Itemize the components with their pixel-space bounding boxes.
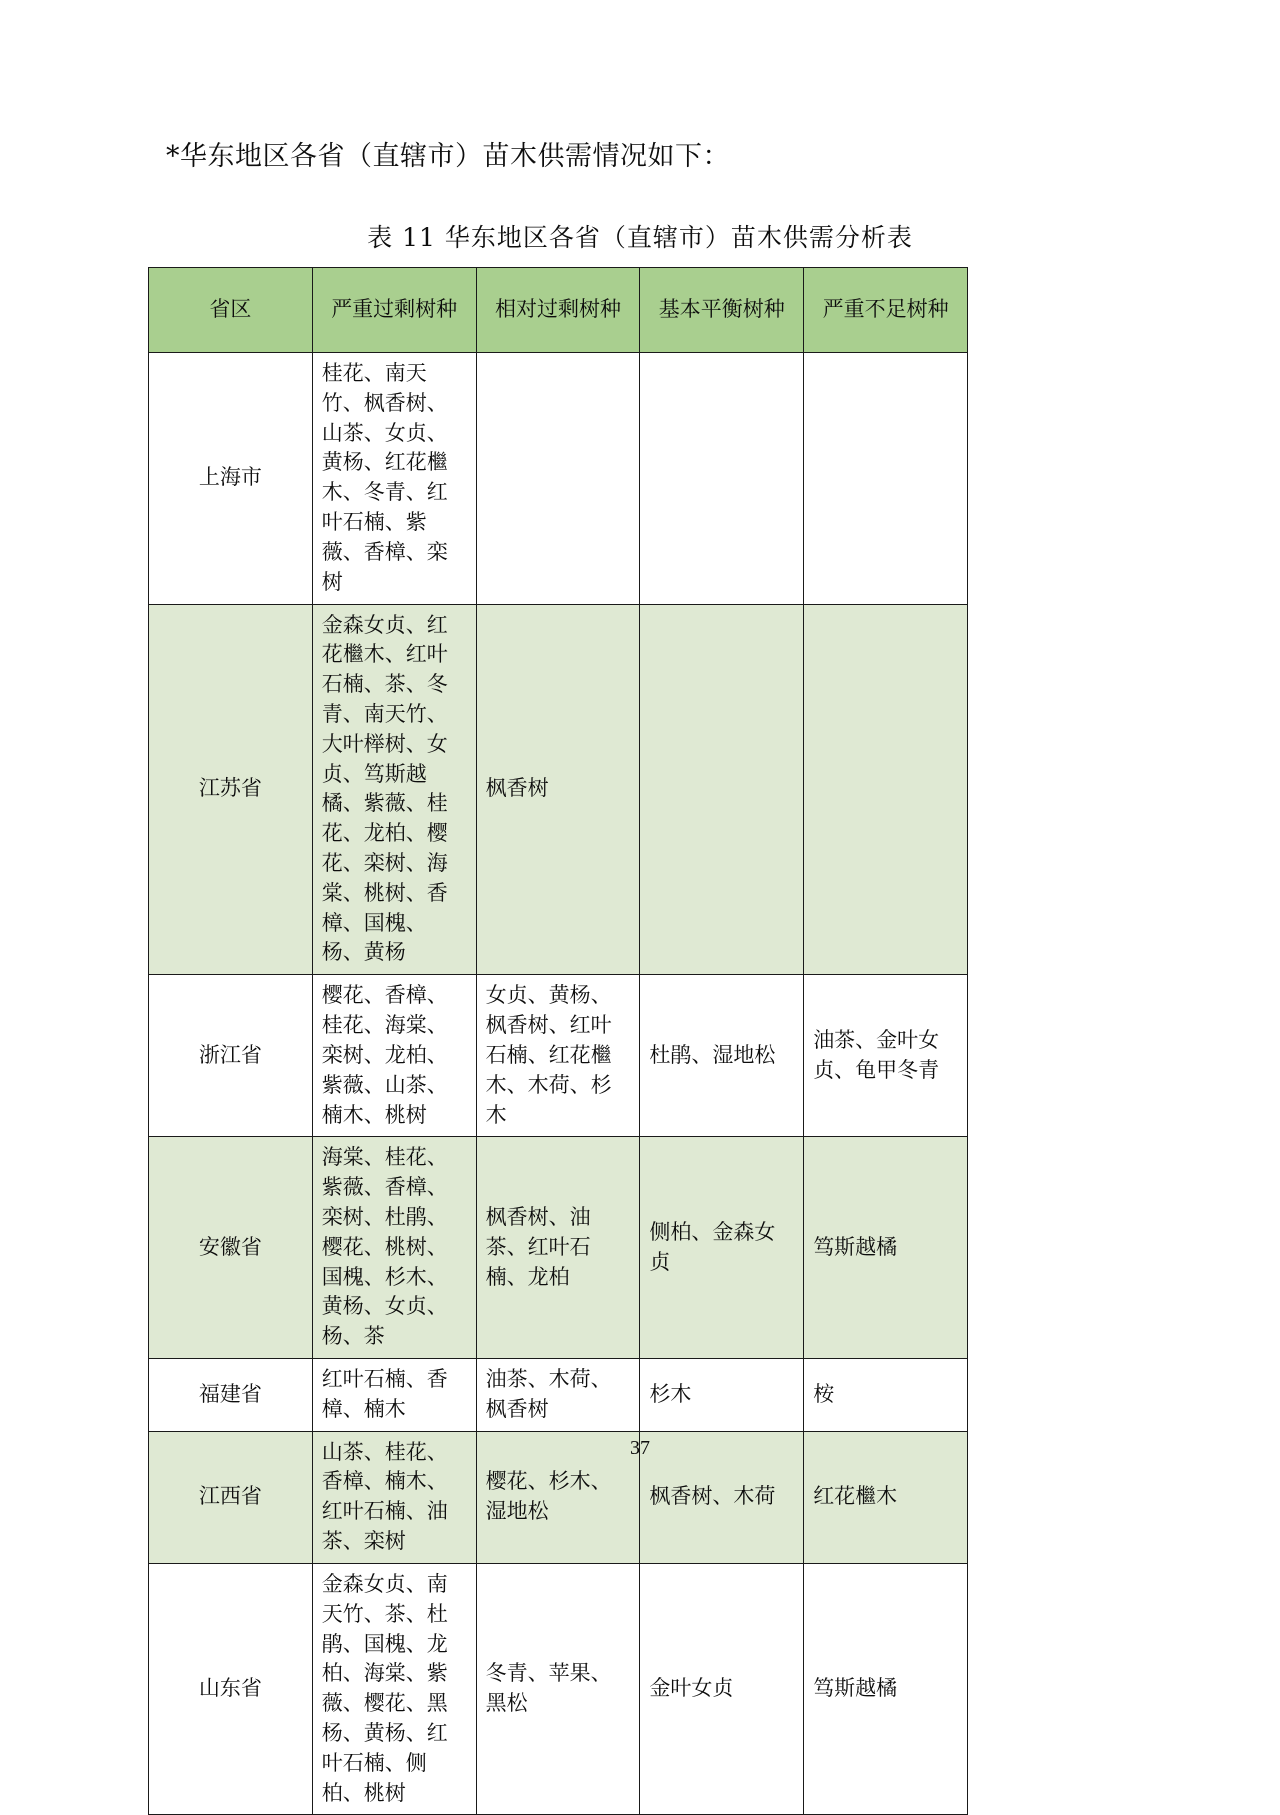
table-row xyxy=(149,353,968,605)
table-row xyxy=(149,604,968,975)
column-header-relative-surplus: 相对过剩树种 xyxy=(476,268,640,353)
cell-relative-surplus: 枫香树 xyxy=(476,604,640,975)
page-number: 37 xyxy=(630,1437,650,1459)
cell-basic-balance: 杉木 xyxy=(640,1359,804,1432)
cell-severe-surplus: 桂花、南天竹、枫香树、山茶、女贞、黄杨、红花檵木、冬青、红叶石楠、紫薇、香樟、栾树 xyxy=(312,353,476,605)
cell-relative-surplus: 女贞、黄杨、枫香树、红叶石楠、红花檵木、木荷、杉木 xyxy=(476,975,640,1137)
cell-severe-shortage xyxy=(804,353,968,605)
cell-severe-shortage: 桉 xyxy=(804,1359,968,1432)
cell-severe-surplus: 山茶、桂花、香樟、楠木、红叶石楠、油茶、栾树 xyxy=(312,1431,476,1563)
table-row xyxy=(149,1563,968,1815)
cell-severe-shortage: 油茶、金叶女贞、龟甲冬青 xyxy=(804,975,968,1137)
cell-severe-surplus: 樱花、香樟、桂花、海棠、栾树、龙柏、紫薇、山茶、楠木、桃树 xyxy=(312,975,476,1137)
cell-province: 上海市 xyxy=(149,353,313,605)
table-row xyxy=(149,1137,968,1359)
cell-severe-shortage: 红花檵木 xyxy=(804,1431,968,1563)
cell-severe-surplus: 海棠、桂花、紫薇、香樟、栾树、杜鹃、樱花、桃树、国槐、杉木、黄杨、女贞、杨、茶 xyxy=(312,1137,476,1359)
cell-severe-surplus: 红叶石楠、香樟、楠木 xyxy=(312,1359,476,1432)
cell-province: 福建省 xyxy=(149,1359,313,1432)
table-header-row xyxy=(149,268,968,353)
cell-relative-surplus xyxy=(476,353,640,605)
table-row xyxy=(149,975,968,1137)
table-caption: 表 11 华东地区各省（直辖市）苗木供需分析表 xyxy=(367,223,913,252)
cell-province: 江苏省 xyxy=(149,604,313,975)
intro-paragraph: *华东地区各省（直辖市）苗木供需情况如下： xyxy=(166,141,730,172)
table-row xyxy=(149,1359,968,1432)
cell-province: 山东省 xyxy=(149,1563,313,1815)
cell-province: 江西省 xyxy=(149,1431,313,1563)
cell-province: 浙江省 xyxy=(149,975,313,1137)
cell-relative-surplus: 油茶、木荷、枫香树 xyxy=(476,1359,640,1432)
cell-province: 安徽省 xyxy=(149,1137,313,1359)
table-header xyxy=(149,268,968,353)
cell-severe-surplus: 金森女贞、南天竹、茶、杜鹃、国槐、龙柏、海棠、紫薇、樱花、黑杨、黄杨、红叶石楠、侧柏、桃树 xyxy=(312,1563,476,1815)
cell-severe-surplus: 金森女贞、红花檵木、红叶石楠、茶、冬青、南天竹、大叶榉树、女贞、笃斯越橘、紫薇、桂花、龙柏、樱花、栾树、海棠、桃树、香樟、国槐、杨、黄杨 xyxy=(312,604,476,975)
cell-severe-shortage: 笃斯越橘 xyxy=(804,1137,968,1359)
cell-relative-surplus: 枫香树、油茶、红叶石楠、龙柏 xyxy=(476,1137,640,1359)
cell-basic-balance xyxy=(640,353,804,605)
column-header-severe-surplus: 严重过剩树种 xyxy=(312,268,476,353)
cell-basic-balance: 侧柏、金森女贞 xyxy=(640,1137,804,1359)
supply-demand-table xyxy=(148,267,968,1815)
cell-basic-balance: 金叶女贞 xyxy=(640,1563,804,1815)
column-header-province: 省区 xyxy=(149,268,313,353)
column-header-basic-balance: 基本平衡树种 xyxy=(640,268,804,353)
column-header-severe-shortage: 严重不足树种 xyxy=(804,268,968,353)
cell-basic-balance: 杜鹃、湿地松 xyxy=(640,975,804,1137)
cell-relative-surplus: 樱花、杉木、湿地松 xyxy=(476,1431,640,1563)
cell-basic-balance xyxy=(640,604,804,975)
cell-severe-shortage: 笃斯越橘 xyxy=(804,1563,968,1815)
table-body xyxy=(149,353,968,1815)
cell-relative-surplus: 冬青、苹果、黑松 xyxy=(476,1563,640,1815)
cell-severe-shortage xyxy=(804,604,968,975)
cell-basic-balance: 枫香树、木荷 xyxy=(640,1431,804,1563)
